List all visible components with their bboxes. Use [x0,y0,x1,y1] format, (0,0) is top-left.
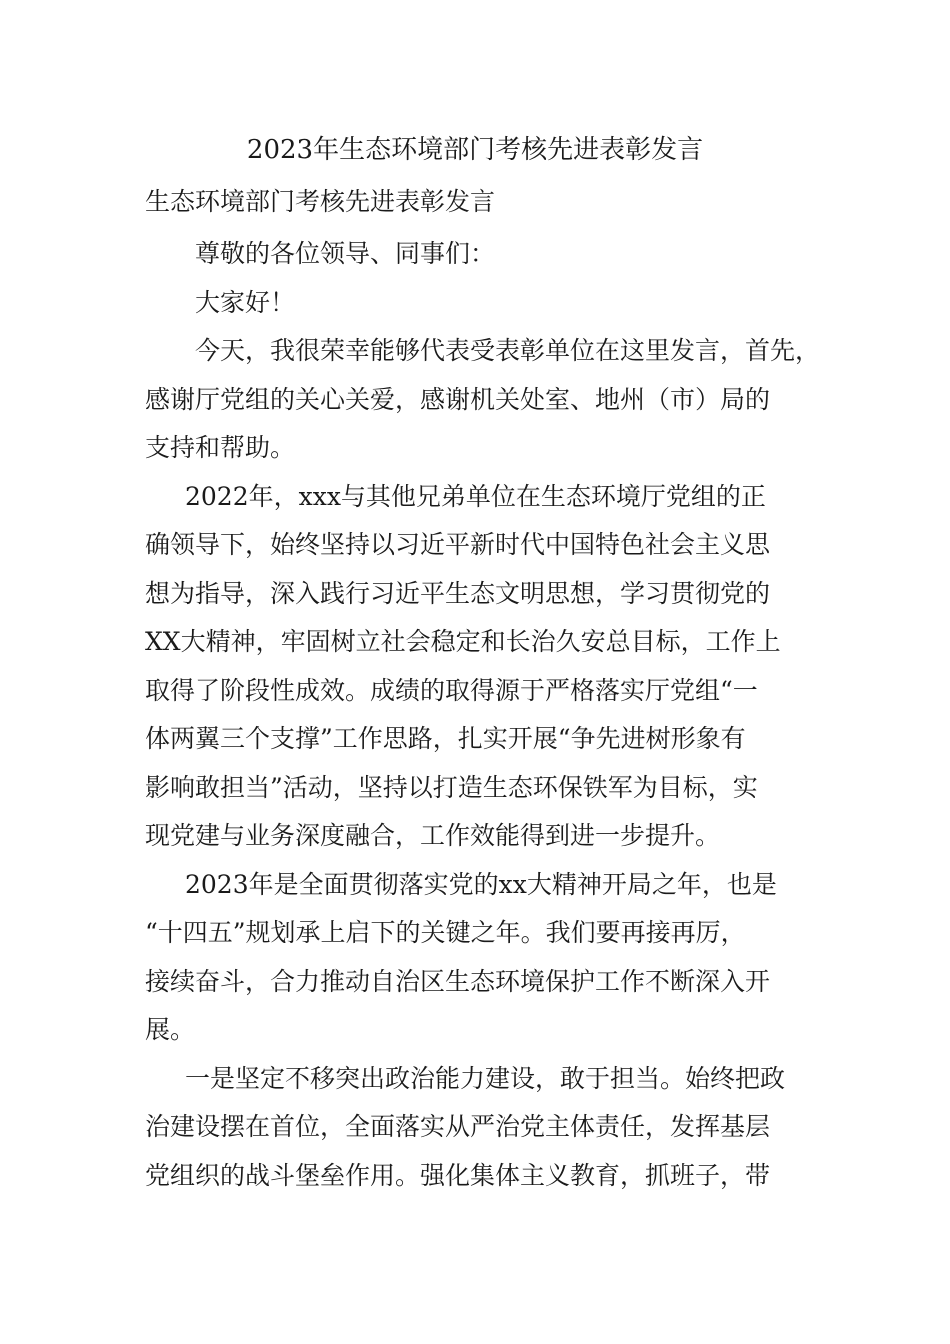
text-line: “十四五”规划承上启下的关键之年。我们要再接再厉， [145,918,746,947]
text-line: 治建设摆在首位，全面落实从严治党主体责任，发挥基层 [145,1112,771,1141]
text-line: 党组织的战斗堡垒作用。强化集体主义教育，抓班子，带 [145,1160,771,1190]
text-line: 取得了阶段性成效。成绩的取得源于严格落实厅党组“一 [145,675,758,705]
text-line: 体两翼三个支撑”工作思路，扎实开展“争先进树形象有 [145,724,746,753]
text-line: 接续奋斗，合力推动自治区生态环境保护工作不断深入开 [145,966,771,996]
text-line: 确领导下，始终坚持以习近平新时代中国特色社会主义思 [145,530,771,559]
text-line: 大家好！ [195,287,296,317]
text-line: XX大精神，牢固树立社会稳定和长治久安总目标，工作上 [145,627,781,656]
text-line: 展。 [145,1015,196,1044]
text-line: 感谢厅党组的关心关爱，感谢机关处室、地州（市）局的 [145,384,771,414]
text-line: 现党建与业务深度融合，工作效能得到进一步提升。 [145,821,721,850]
paragraph-salutation [145,230,835,279]
document-body [145,230,835,1200]
paragraph-2023-outlook [145,861,835,1055]
page-title: 2023年生态环境部门考核先进表彰发言 [246,135,704,165]
paragraph-2022-review [145,473,835,861]
text-line: 2023年是全面贯彻落实党的xx大精神开局之年，也是 [185,869,777,899]
paragraph-thanks [145,327,835,473]
text-line: 支持和帮助。 [145,433,296,462]
text-line: 想为指导，深入践行习近平生态文明思想，学习贯彻党的 [145,578,771,608]
paragraph-point-one [145,1055,835,1201]
document-subtitle: 生态环境部门考核先进表彰发言 [145,187,496,216]
text-line: 一是坚定不移突出政治能力建设，敢于担当。始终把政 [185,1063,786,1093]
text-line: 尊敬的各位领导、同事们： [195,239,496,268]
text-line: 影响敢担当”活动，坚持以打造生态环保铁军为目标，实 [145,772,758,802]
text-line: 2022年，xxx与其他兄弟单位在生态环境厅党组的正 [185,481,766,511]
text-line: 今天，我很荣幸能够代表受表彰单位在这里发言，首先， [195,336,821,365]
paragraph-greeting [145,279,835,328]
